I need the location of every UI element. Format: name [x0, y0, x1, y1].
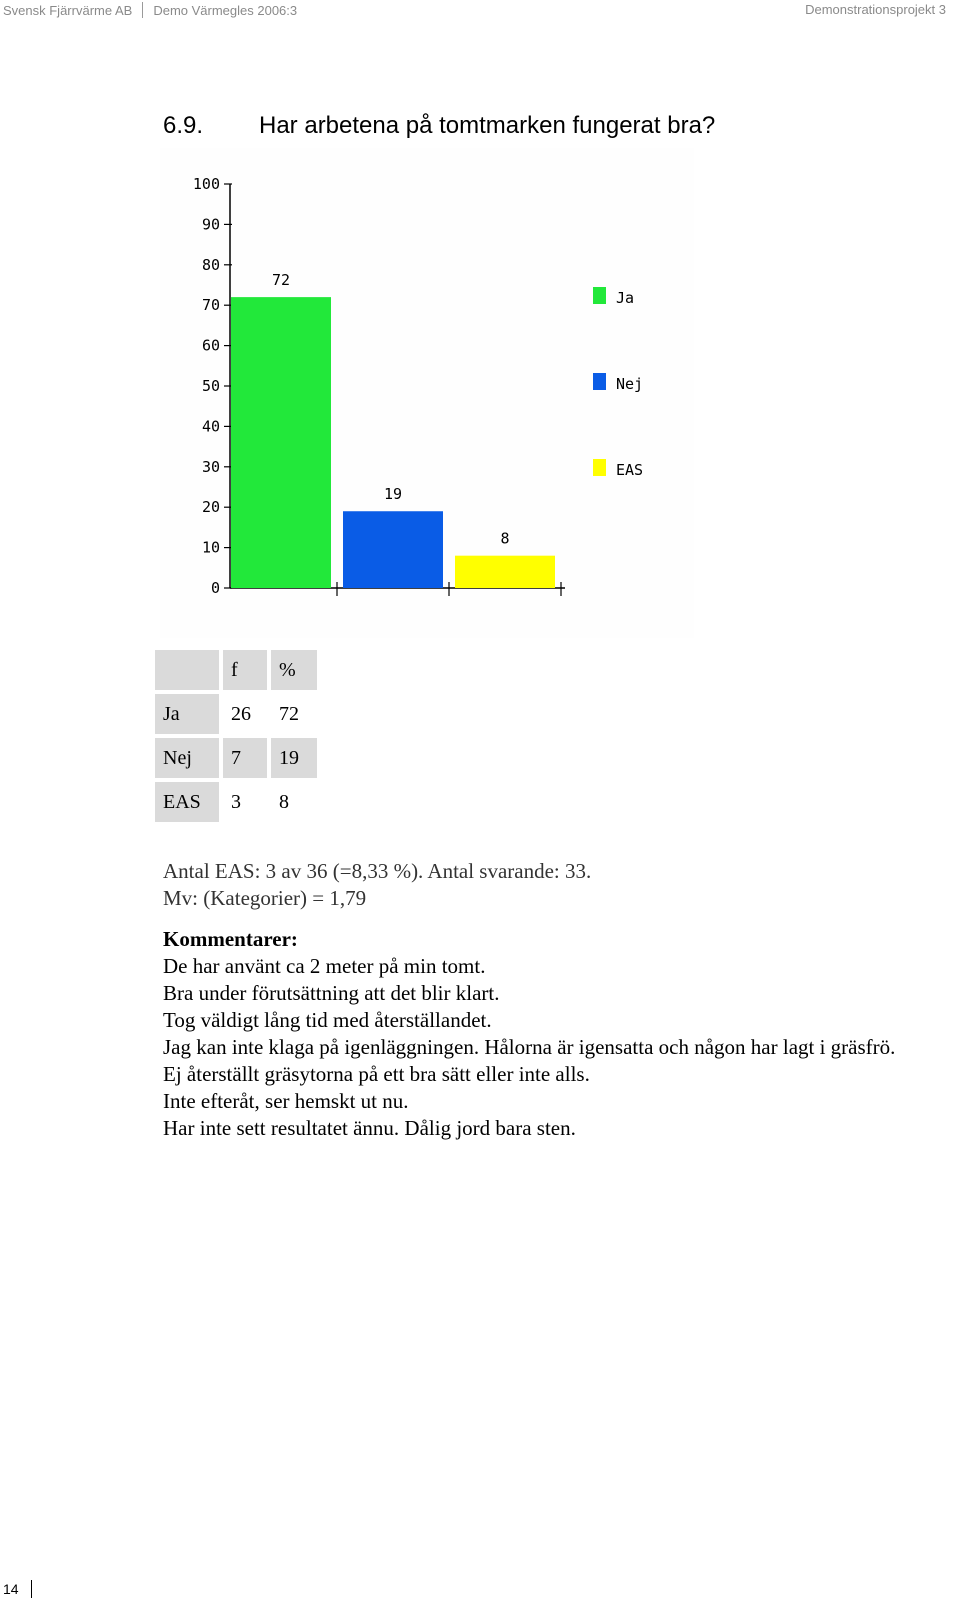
header-report: Demo Värmegles 2006:3: [153, 3, 298, 18]
legend-swatch-ja: [593, 287, 606, 304]
comment-item: Har inte sett resultatet ännu. Dålig jord bara sten.: [163, 1116, 576, 1140]
section-number: 6.9.: [163, 112, 204, 139]
comment-item: De har använt ca 2 meter på min tomt.: [163, 954, 486, 978]
frequency-table: [151, 646, 321, 826]
y-tick-label: 30: [201, 457, 220, 476]
table-cell: EAS: [155, 782, 219, 822]
table-header-row: [155, 650, 317, 690]
y-tick-label: 20: [201, 498, 220, 517]
table-cell: 72: [279, 702, 299, 725]
bar-nej: [343, 511, 443, 588]
table-row: [155, 738, 317, 778]
table-cell: 7: [223, 738, 267, 778]
comments-section: [163, 926, 913, 1142]
legend-swatch-nej: [593, 373, 606, 390]
table-cell: 19: [271, 738, 317, 778]
table-cell: Nej: [155, 738, 219, 778]
y-tick-label: 0: [210, 579, 220, 597]
legend-label: Nej: [616, 375, 644, 393]
mean-value: Mv: (Kategorier) = 1,79: [163, 886, 367, 910]
summary-stats: [163, 858, 591, 912]
footer-divider: [31, 1580, 32, 1598]
y-tick-label: 90: [201, 215, 220, 234]
header-divider: [142, 2, 143, 18]
table-cell: 3: [231, 790, 241, 813]
header-company: Svensk Fjärrvärme AB: [3, 3, 133, 18]
table-header-cell: %: [271, 650, 317, 690]
bar-chart: [160, 148, 694, 638]
y-tick-label: 10: [201, 538, 220, 557]
y-tick-label: 80: [201, 255, 220, 274]
table-cell: 26: [231, 702, 251, 725]
header-project: Demonstrationsprojekt 3: [805, 2, 946, 17]
table-cell: 8: [279, 790, 289, 813]
legend-label: Ja: [616, 289, 635, 307]
page-number: 14: [3, 1581, 19, 1597]
y-tick-label: 60: [201, 336, 220, 355]
comment-item: Inte efteråt, ser hemskt ut nu.: [163, 1089, 409, 1113]
bar-eas: [455, 556, 555, 588]
y-tick-label: 50: [201, 377, 220, 395]
table-header-cell: [155, 650, 219, 690]
section-title: Har arbetena på tomtmarken fungerat bra?: [259, 112, 716, 139]
bar-value-label: 19: [383, 485, 403, 504]
page-header: [0, 2, 960, 20]
comments-heading: Kommentarer:: [163, 927, 298, 951]
comment-item: Jag kan inte klaga på igenläggningen. Hålorna är igensatta och någon har lagt i gräsfrö.: [163, 1035, 896, 1059]
y-tick-label: 40: [201, 417, 220, 436]
table-row: [155, 694, 317, 734]
comment-item: Bra under förutsättning att det blir klart.: [163, 981, 500, 1005]
table-header-cell: f: [223, 650, 267, 690]
table-row: [155, 782, 317, 822]
legend-label: EAS: [616, 461, 644, 479]
section-heading: [163, 112, 715, 140]
y-tick-label: 100: [192, 175, 220, 193]
legend-swatch-eas: [593, 459, 606, 476]
y-tick-label: 70: [201, 296, 220, 315]
comment-item: Ej återställt gräsytorna på ett bra sätt eller inte alls.: [163, 1062, 590, 1086]
comment-item: Tog väldigt lång tid med återställandet.: [163, 1008, 492, 1032]
bar-value-label: 72: [271, 271, 291, 290]
page-footer: [3, 1580, 32, 1598]
bar-ja: [231, 297, 331, 588]
header-left: [3, 2, 297, 18]
bar-chart-svg: [160, 148, 694, 638]
eas-summary: Antal EAS: 3 av 36 (=8,33 %). Antal svarande: 33.: [163, 859, 592, 883]
table-cell: Ja: [155, 694, 219, 734]
bar-value-label: 8: [500, 529, 510, 548]
